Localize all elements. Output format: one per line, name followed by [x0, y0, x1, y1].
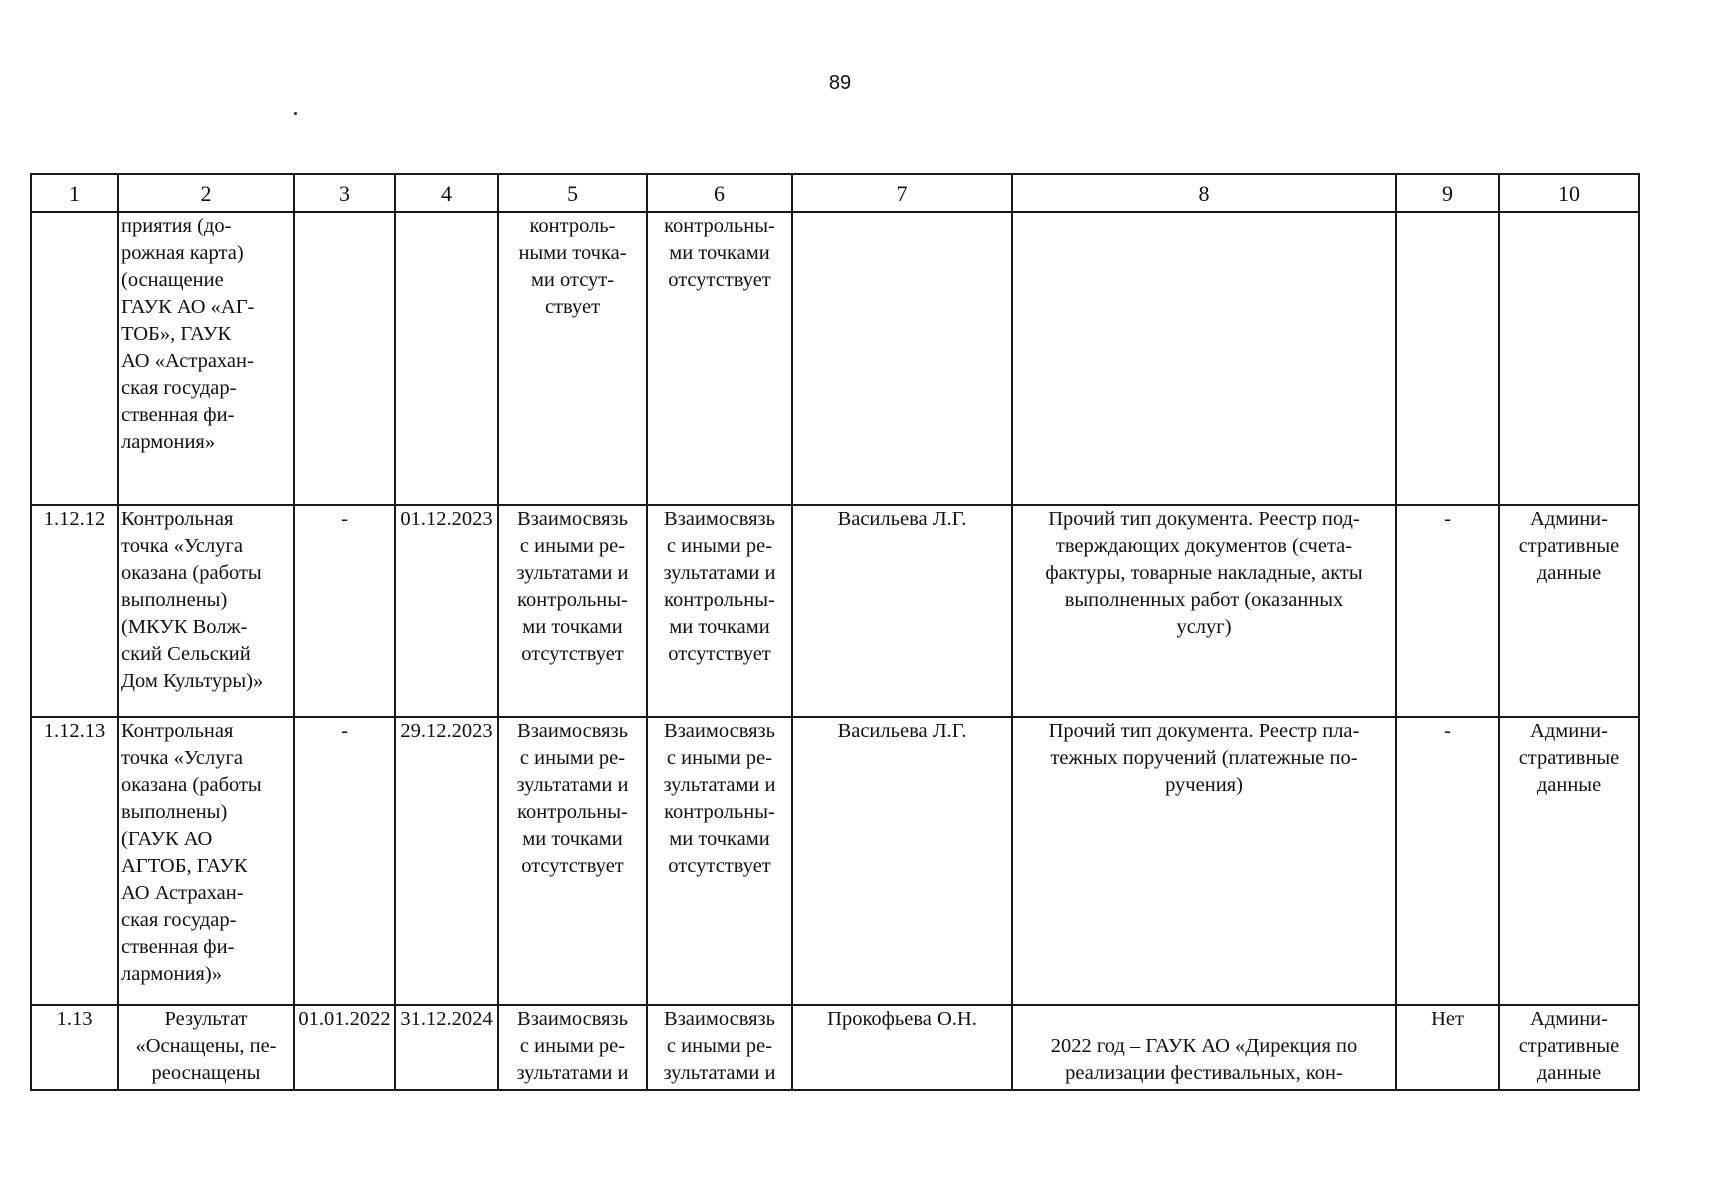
page-number: 89 [828, 72, 852, 94]
responsible-person [792, 212, 1012, 505]
control-points-table [30, 173, 1640, 1091]
responsible-person: Васильева Л.Г. [792, 505, 1012, 717]
header-cell: 10 [1499, 174, 1639, 212]
end-date [395, 212, 498, 505]
info-system: Нет [1396, 1005, 1499, 1090]
document-type-text: 2022 год – ГАУК АО «Дирекция по реализации фестивальных, кон- [1050, 1035, 1358, 1084]
table-row [31, 717, 1639, 1005]
event-name: Контрольная точка «Услуга оказана (работы выполнены) (МКУК Волж- ский Сельский Дом Культуры)» [118, 505, 294, 717]
info-system [1396, 212, 1499, 505]
predecessor-link: контроль- ными точка- ми отсут- ствует [498, 212, 647, 505]
table-row [31, 505, 1639, 717]
header-cell: 2 [118, 174, 294, 212]
responsible-person: Васильева Л.Г. [792, 717, 1012, 1005]
row-number: 1.13 [31, 1005, 118, 1090]
header-cell: 6 [647, 174, 792, 212]
blank-line [1015, 1006, 1393, 1033]
data-source: Админи- стративные данные [1499, 717, 1639, 1005]
header-cell: 8 [1012, 174, 1396, 212]
info-system: - [1396, 505, 1499, 717]
scan-speck [294, 112, 297, 115]
successor-link: Взаимосвязь с иными ре- зультатами и контрольны- ми точками отсутствует [647, 505, 792, 717]
end-date: 31.12.2024 [395, 1005, 498, 1090]
responsible-person: Прокофьева О.Н. [792, 1005, 1012, 1090]
row-number [31, 212, 118, 505]
row-number: 1.12.13 [31, 717, 118, 1005]
data-source [1499, 212, 1639, 505]
successor-link: контрольны- ми точками отсутствует [647, 212, 792, 505]
header-cell: 7 [792, 174, 1012, 212]
header-cell: 9 [1396, 174, 1499, 212]
info-system: - [1396, 717, 1499, 1005]
start-date [294, 212, 395, 505]
successor-link: Взаимосвязь с иными ре- зультатами и [647, 1005, 792, 1090]
document-type [1012, 212, 1396, 505]
end-date: 29.12.2023 [395, 717, 498, 1005]
end-date: 01.12.2023 [395, 505, 498, 717]
document-type: Прочий тип документа. Реестр под- тверждающих документов (счета- фактуры, товарные накладные, акты выполненных работ (оказанных услуг) [1012, 505, 1396, 717]
header-cell: 4 [395, 174, 498, 212]
data-source: Админи- стративные данные [1499, 1005, 1639, 1090]
table-row [31, 1005, 1639, 1090]
row-number: 1.12.12 [31, 505, 118, 717]
predecessor-link: Взаимосвязь с иными ре- зультатами и контрольны- ми точками отсутствует [498, 717, 647, 1005]
header-cell: 3 [294, 174, 395, 212]
event-name: Контрольная точка «Услуга оказана (работы выполнены) (ГАУК АО АГТОБ, ГАУК АО Астрахан- ская государ- ственная фи- лармония)» [118, 717, 294, 1005]
header-cell: 5 [498, 174, 647, 212]
data-source: Админи- стративные данные [1499, 505, 1639, 717]
successor-link: Взаимосвязь с иными ре- зультатами и контрольны- ми точками отсутствует [647, 717, 792, 1005]
event-name: Результат «Оснащены, пе- реоснащены [118, 1005, 294, 1090]
event-name: приятия (до- рожная карта) (оснащение ГАУК АО «АГ- ТОБ», ГАУК АО «Астрахан- ская государ- ственная фи- лармония» [118, 212, 294, 505]
table-row [31, 212, 1639, 505]
header-row [31, 174, 1639, 212]
document-type: Прочий тип документа. Реестр пла- тежных поручений (платежные по- ручения) [1012, 717, 1396, 1005]
predecessor-link: Взаимосвязь с иными ре- зультатами и [498, 1005, 647, 1090]
start-date: - [294, 717, 395, 1005]
start-date: - [294, 505, 395, 717]
start-date: 01.01.2022 [294, 1005, 395, 1090]
predecessor-link: Взаимосвязь с иными ре- зультатами и контрольны- ми точками отсутствует [498, 505, 647, 717]
header-cell: 1 [31, 174, 118, 212]
document-type [1012, 1005, 1396, 1090]
